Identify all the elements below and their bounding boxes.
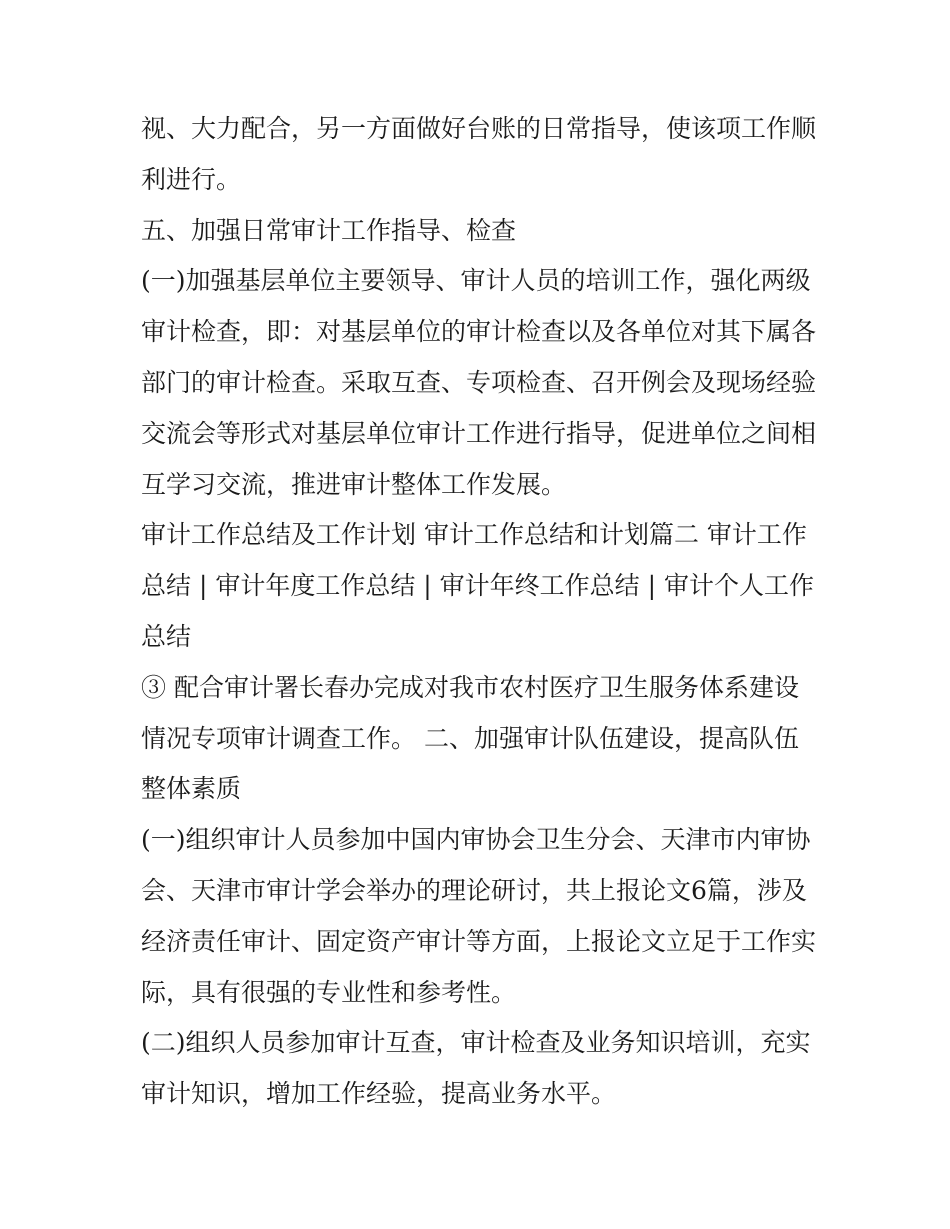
section-heading-five: 五、加强日常审计工作指导、检查 <box>141 215 517 245</box>
paragraph-title-links: 审计工作总结及工作计划 审计工作总结和计划篇二 审计工作总结 | 审计年度工作总结 | 审计年终工作总结 | 审计个人工作总结 <box>141 520 814 651</box>
paragraph-audit-survey: ③ 配合审计署长春办完成对我市农村医疗卫生服务体系建设情况专项审计调查工作。 二、加强审计队伍建设，提高队伍整体素质 <box>141 672 799 804</box>
paragraph-papers: (一)组织审计人员参加中国内审协会卫生分会、天津市内审协会、天津市审计学会举办的理论研讨，共上报论文6篇，涉及经济责任审计、固定资产审计等方面，上报论文立足于工作实际，具有很强的专业性和参考性。 <box>141 825 817 1007</box>
paragraph-continuation: 视、大力配合，另一方面做好台账的日常指导，使该项工作顺利进行。 <box>141 114 817 194</box>
document-body <box>141 104 821 1120</box>
paragraph-training: (一)加强基层单位主要领导、审计人员的培训工作，强化两级审计检查，即：对基层单位的审计检查以及各单位对其下属各部门的审计检查。采取互查、专项检查、召开例会及现场经验交流会等形式对基层单位审计工作进行指导，促进单位之间相互学习交流，推进审计整体工作发展。 <box>141 266 817 499</box>
paragraph-inspection: (二)组织人员参加审计互查，审计检查及业务知识培训，充实审计知识，增加工作经验，提高业务水平。 <box>141 1028 811 1109</box>
